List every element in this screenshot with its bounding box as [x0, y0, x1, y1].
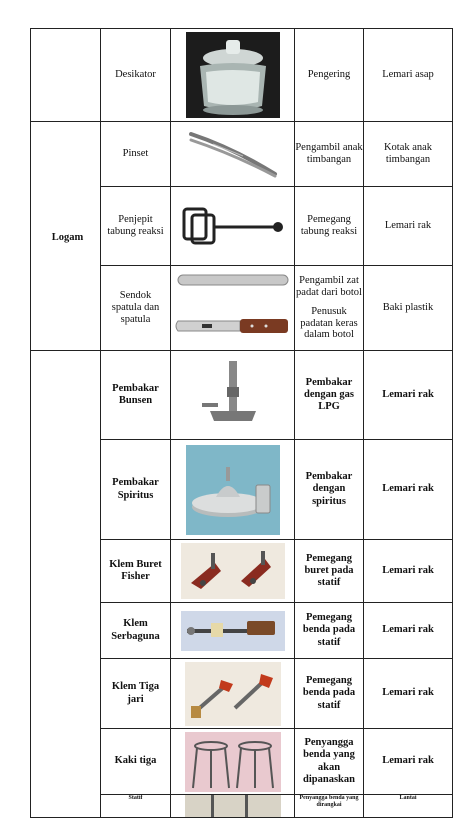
item-name: Pembakar Spiritus: [101, 440, 171, 540]
item-function: Penyangga benda yang dirangkai: [295, 795, 364, 818]
item-image-cell: [171, 795, 295, 818]
item-storage: Lemari rak: [364, 440, 453, 540]
tweezers-image: [183, 126, 283, 182]
item-name: Kaki tiga: [101, 729, 171, 795]
test-tube-clamp-image: [178, 201, 288, 251]
table-row: [31, 351, 453, 440]
item-name: Statif: [101, 795, 171, 818]
item-function: Pemegang tabung reaksi: [295, 187, 364, 266]
item-function: Pengering: [295, 29, 364, 122]
category-cell-empty: [31, 29, 101, 122]
item-function-secondary: Penusuk padatan keras dalam botol: [300, 306, 358, 341]
item-storage: Lemari asap: [364, 29, 453, 122]
item-function: Pembakar dengan gas LPG: [295, 351, 364, 440]
item-image-cell: [171, 187, 295, 266]
item-storage: Lemari rak: [364, 187, 453, 266]
item-storage: Lemari rak: [364, 540, 453, 603]
item-storage: Lemari rak: [364, 729, 453, 795]
item-image-cell: [171, 266, 295, 351]
item-storage: Lantai: [364, 795, 453, 818]
three-finger-clamp-image: [185, 662, 281, 726]
item-image-cell: [171, 122, 295, 187]
item-name: Pinset: [101, 122, 171, 187]
equipment-table: [30, 28, 453, 818]
item-image-cell: [171, 29, 295, 122]
item-storage: Lemari rak: [364, 351, 453, 440]
table-row: [31, 122, 453, 187]
tripod-image: [185, 732, 281, 792]
retort-stand-image: [185, 795, 281, 817]
item-name: Klem Tiga jari: [101, 659, 171, 729]
item-name: Klem Buret Fisher: [101, 540, 171, 603]
item-function: Pembakar dengan spiritus: [295, 440, 364, 540]
item-storage: Lemari rak: [364, 659, 453, 729]
item-function: Pengambil zat padat dari botol: [296, 275, 362, 298]
burette-clamp-image: [181, 543, 285, 599]
item-name: Sendok spatula dan spatula: [101, 266, 171, 351]
item-name: Desikator: [101, 29, 171, 122]
item-function: Pemegang benda pada statif: [295, 659, 364, 729]
item-image-cell: [171, 603, 295, 659]
item-name: Pembakar Bunsen: [101, 351, 171, 440]
category-label: Logam: [31, 122, 101, 351]
item-name: Penjepit tabung reaksi: [101, 187, 171, 266]
table-row: [31, 29, 453, 122]
item-function: Pemegang buret pada statif: [295, 540, 364, 603]
category-cell-empty: [31, 351, 101, 818]
universal-clamp-image: [181, 611, 285, 651]
bunsen-burner-image: [198, 357, 268, 433]
item-function: Penyangga benda yang akan dipanaskan: [295, 729, 364, 795]
spatula-image: [174, 269, 292, 347]
item-storage: Lemari rak: [364, 603, 453, 659]
item-storage: Baki plastik: [364, 266, 453, 351]
item-function-multi: [295, 266, 364, 351]
item-image-cell: [171, 659, 295, 729]
item-image-cell: [171, 729, 295, 795]
desiccator-image: [186, 32, 280, 118]
item-function: Pengambil anak timbangan: [295, 122, 364, 187]
item-image-cell: [171, 440, 295, 540]
item-image-cell: [171, 351, 295, 440]
item-image-cell: [171, 540, 295, 603]
spirit-burner-image: [186, 445, 280, 535]
item-storage: Kotak anak timbangan: [364, 122, 453, 187]
item-name: Klem Serbaguna: [101, 603, 171, 659]
item-function: Pemegang benda pada statif: [295, 603, 364, 659]
